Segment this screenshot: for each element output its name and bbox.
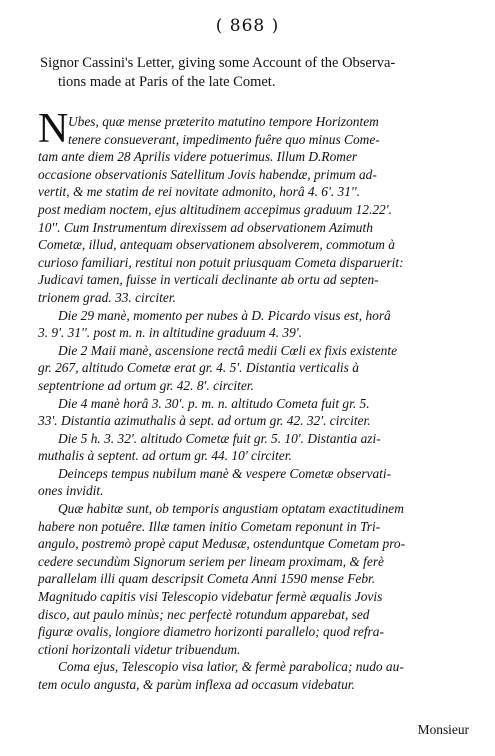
text-line: disco, aut paulo minùs; nec perfectè rotundum apparebat, sed: [38, 606, 370, 622]
text-line: occasione observationis Satellitum Jovis habendæ, primum ad-: [38, 166, 377, 182]
text-line: Cometæ, illud, antequam observationem absolverem, commotum à: [38, 237, 395, 253]
text-line: gr. 267, altitudo Cometæ erat gr. 4. 5'. Distantia verticalis à: [38, 360, 359, 376]
heading-line: Signor Cassini's Letter, giving some Account of the Observa-: [40, 55, 396, 71]
letter-heading: [40, 54, 470, 92]
text-line: 10''. Cum Instrumentum direxissem ad observationem Azimuth: [38, 219, 373, 235]
text-line: muthalis à septent. ad ortum gr. 44. 10' circiter.: [38, 448, 292, 464]
text-line: septentrione ad ortum gr. 42. 8'. circiter.: [38, 377, 254, 393]
text-line: habere non potuêre. Illæ tamen initio Cometam reponunt in Tri-: [38, 518, 381, 534]
drop-cap-initial: N: [38, 106, 69, 152]
text-line: 33'. Distantia azimuthalis à sept. ad ortum gr. 42. 32'. circiter.: [38, 413, 371, 429]
text-line: Quæ habitæ sunt, ob temporis angustiam optatam exactitudinem: [58, 501, 404, 517]
text-line: curioso familiari, restitui non potuit priusquam Cometa disparuerit:: [38, 254, 404, 270]
catchword: Monsieur: [417, 722, 469, 737]
text-line: tenere consueverant, impedimento fuêre quo minus Come-: [68, 131, 380, 147]
text-line: Magnitudo capitis visi Telescopio videbatur fermè æqualis Jovis: [38, 589, 383, 605]
page-number: ( 868 ): [215, 16, 280, 36]
text-line: ones invidit.: [38, 483, 104, 499]
heading-line: tions made at Paris of the late Comet.: [58, 74, 276, 90]
letter-body: [38, 106, 470, 694]
text-line: figuræ ovalis, longiore diametro horizonti parallelo; quod refra-: [38, 624, 384, 640]
text-line: ctioni horizontali videtur tribuendum.: [38, 641, 241, 657]
text-line: post mediam noctem, ejus altitudinem accepimus graduum 12.22'.: [38, 201, 392, 217]
text-line: Ubes, quæ mense præterito matutino tempore Horizontem: [68, 114, 379, 129]
text-line: trionem grad. 33. circiter.: [38, 289, 176, 305]
text-line: 3. 9'. 31''. post m. n. in altitudine graduum 4. 39'.: [38, 325, 303, 341]
text-line: Deinceps tempus nubilum manè & vespere Cometæ observati-: [58, 465, 392, 481]
text-line: Die 5 h. 3. 32'. altitudo Cometæ fuit gr. 5. 10'. Distantia azi-: [58, 430, 381, 446]
text-line: Coma ejus, Telescopio visa latior, & fermè parabolica; nudo au-: [58, 659, 404, 675]
text-line: tam ante diem 28 Aprilis videre potuerimus. Illum D.Romer: [38, 149, 358, 165]
text-line: tem oculo angusta, & parùm inflexa ad occasum videbatur.: [38, 677, 355, 692]
text-line: Judicavi tamen, fuisse in verticali declinante ab ortu ad septen-: [38, 272, 379, 288]
text-line: Die 29 manè, momento per nubes à D. Picardo visus est, horâ: [58, 307, 391, 323]
text-line: angulo, postremò propè caput Medusæ, ostenduntque Cometam pro-: [38, 536, 406, 552]
text-line: Die 4 manè horâ 3. 30'. p. m. n. altitudo Cometa fuit gr. 5.: [58, 395, 370, 411]
text-line: Die 2 Maii manè, ascensione rectâ medii Cœli ex fixis existente: [58, 342, 398, 358]
text-line: cedere secundùm Signorum seriem per lineam proximam, & ferè: [38, 553, 384, 569]
text-line: vertit, & me statim de rei novitate admonito, horâ 4. 6'. 31''.: [38, 184, 360, 200]
text-line: parallelam illi quam descripsit Cometa Anni 1590 mense Febr.: [38, 571, 376, 587]
